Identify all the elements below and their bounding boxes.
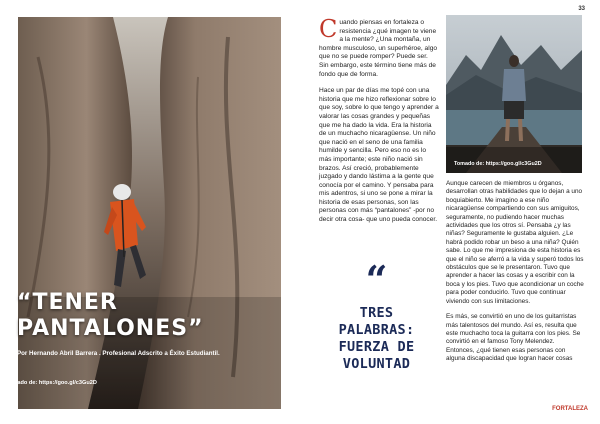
photo-credit-right[interactable]: Tomado de: https://goo.gl/c3Gu2D [454,161,542,167]
body-paragraph: Es más, se convirtió en uno de los guitarristas más talentosos del mundo. Así es, resulta que este muchacho toca la guitarra con los pies. Se convirtió en el famoso Tony Melendez. Entonces, ¿qué tienen esas personas con alguna discapacidad que logran hacer cosas [446,313,581,363]
section-tag: FORTALEZA [552,406,588,412]
intro-paragraph [319,15,439,79]
page-number: 33 [578,6,585,12]
right-page [300,0,600,424]
intro-text: uando piensas en fortaleza o resistencia ¿qué imagen te viene a la mente? ¿Una montaña, un hombre musculoso, un superhéroe, algo que no se puede romper? Puede ser. Sin embargo, este término tiene más de fondo que de forma. [319,19,438,78]
headline-line-1: “TENER [17,290,118,315]
body-paragraph: Hace un par de días me topé con una historia que me hizo reflexionar sobre lo que soy, sobre lo que tengo y aprender a valorar las cosas grandes y pequeñas que me ha dado la vida. Era la historia de un muchacho nicaragüense. Un niño que nació en el seno de una familia humilde y sencilla. Pero eso no es lo más importante; este niño nació sin brazos. Así creció, probablemente juzgado y dando lástima a la gente que conocía por el camino. Y pensaba para mis adentros, si uno se pone a mirar la historia de esas personas, son las personas con más “pantalones” -por no decir otra cosa- que uno pueda conocer. [319,87,439,224]
author-byline: Por Hernando Abril Barrera . Profesional Adscrito a Éxito Estudiantil. [17,350,220,357]
quote-marks-icon: “ [365,257,388,302]
headline-line-2: PANTALONES” [17,316,204,341]
article-headline [17,290,257,342]
man-on-pier-mountains-photo-icon [446,15,582,173]
dropcap: C [319,15,338,43]
body-paragraph: Aunque carecen de miembros u órganos, desarrollan otras habilidades que lo dejan a uno boquiabierto. Me imagino a ese niño nicaragüense compartiendo con sus amiguitos, seguramente, no pudiendo hacer muchas actividades que los otros sí. Pensaba ¿y las niñas? Seguramente le gustaba alguien. ¿Le habrá podido robar un beso a una niña? Quién sabe. Lo que me impresiona de esta historia es que el niño se aferró a la vida y superó todos los obstáculos que se le presentaron. Tuvo que aprender a hacer las cosas y a escribir con la boca y los pies. Tuvo que acondicionar un coche para poder conducirlo. Tuvo que continuar viviendo con sus limitaciones. [446,180,584,305]
pull-quote: TRES PALABRAS: FUERZA DE VOLUNTAD [338,305,415,372]
man-on-pier-photo [446,15,582,173]
article-column-left [319,15,439,233]
photo-credit-left[interactable]: Tomado de: https://goo.gl/c3Gu2D [6,380,97,386]
pull-quote-block [319,257,434,373]
article-column-right [446,180,584,371]
